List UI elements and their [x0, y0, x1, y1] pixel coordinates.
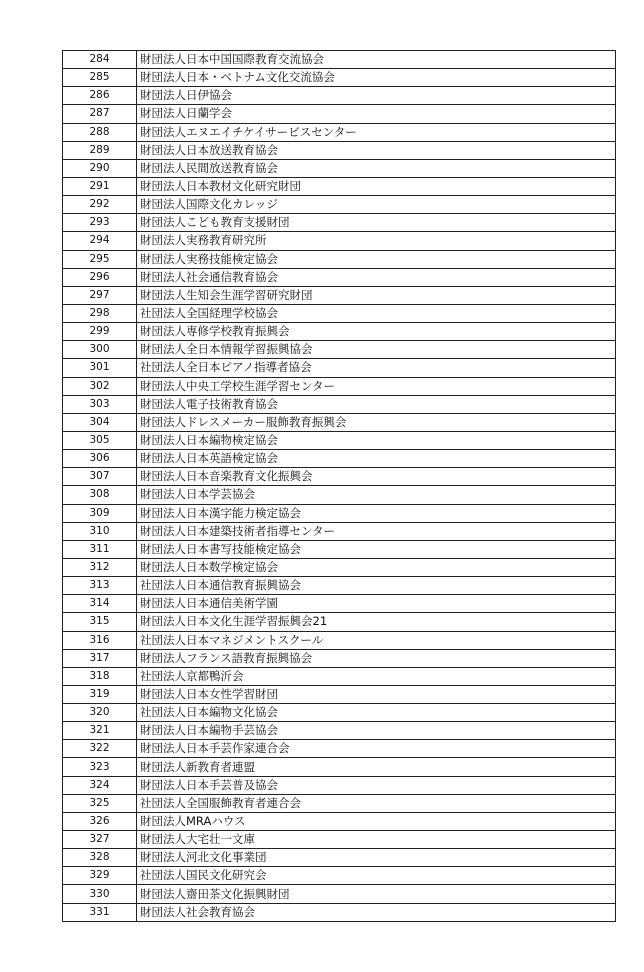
organization-name-cell: 社団法人日本通信教育振興協会: [137, 577, 616, 595]
row-number-cell: 299: [63, 323, 137, 341]
row-number-cell: 312: [63, 558, 137, 576]
table-row: [63, 196, 616, 214]
organization-name-cell: 財団法人日本学芸協会: [137, 486, 616, 504]
table-row: [63, 885, 616, 903]
row-number-cell: 303: [63, 395, 137, 413]
organization-name-cell: 財団法人日本放送教育協会: [137, 141, 616, 159]
row-number-cell: 296: [63, 268, 137, 286]
table-row: [63, 250, 616, 268]
organization-name-cell: 財団法人日伊協会: [137, 87, 616, 105]
row-number-cell: 317: [63, 649, 137, 667]
table-row: [63, 359, 616, 377]
organization-name-cell: 財団法人日本書写技能検定協会: [137, 540, 616, 558]
table-row: [63, 377, 616, 395]
row-number-cell: 304: [63, 413, 137, 431]
organization-name-cell: 財団法人実務技能検定協会: [137, 250, 616, 268]
row-number-cell: 330: [63, 885, 137, 903]
organization-table: [62, 50, 616, 922]
organization-name-cell: 財団法人日蘭学会: [137, 105, 616, 123]
table-row: [63, 595, 616, 613]
row-number-cell: 289: [63, 141, 137, 159]
organization-name-cell: 財団法人中央工学校生涯学習センター: [137, 377, 616, 395]
organization-name-cell: 財団法人日本編物手芸協会: [137, 722, 616, 740]
organization-name-cell: 財団法人日本漢字能力検定協会: [137, 504, 616, 522]
row-number-cell: 306: [63, 450, 137, 468]
row-number-cell: 302: [63, 377, 137, 395]
table-row: [63, 522, 616, 540]
table-row: [63, 649, 616, 667]
table-row: [63, 486, 616, 504]
organization-name-cell: 財団法人社会教育協会: [137, 903, 616, 921]
table-row: [63, 740, 616, 758]
organization-name-cell: 財団法人フランス語教育振興協会: [137, 649, 616, 667]
row-number-cell: 319: [63, 685, 137, 703]
organization-name-cell: 財団法人エヌエイチケイサービスセンター: [137, 123, 616, 141]
table-row: [63, 577, 616, 595]
organization-name-cell: 財団法人日本数学検定協会: [137, 558, 616, 576]
table-row: [63, 123, 616, 141]
organization-name-cell: 財団法人日本教材文化研究財団: [137, 177, 616, 195]
organization-name-cell: 財団法人新教育者連盟: [137, 758, 616, 776]
organization-name-cell: 社団法人全国経理学校協会: [137, 304, 616, 322]
row-number-cell: 285: [63, 69, 137, 87]
table-row: [63, 232, 616, 250]
table-row: [63, 849, 616, 867]
organization-name-cell: 財団法人社会通信教育協会: [137, 268, 616, 286]
organization-name-cell: 財団法人生知会生涯学習研究財団: [137, 286, 616, 304]
table-row: [63, 159, 616, 177]
organization-name-cell: 財団法人齋田茶文化振興財団: [137, 885, 616, 903]
organization-name-cell: 財団法人日本英語検定協会: [137, 450, 616, 468]
organization-name-cell: 財団法人日本文化生涯学習振興会21: [137, 613, 616, 631]
table-row: [63, 685, 616, 703]
table-row: [63, 613, 616, 631]
organization-name-cell: 財団法人日本編物検定協会: [137, 431, 616, 449]
table-row: [63, 794, 616, 812]
row-number-cell: 329: [63, 867, 137, 885]
row-number-cell: 331: [63, 903, 137, 921]
row-number-cell: 298: [63, 304, 137, 322]
row-number-cell: 308: [63, 486, 137, 504]
organization-name-cell: 財団法人日本手芸作家連合会: [137, 740, 616, 758]
table-row: [63, 395, 616, 413]
row-number-cell: 295: [63, 250, 137, 268]
table-row: [63, 450, 616, 468]
table-row: [63, 558, 616, 576]
table-row: [63, 51, 616, 69]
organization-name-cell: 財団法人大宅壮一文庫: [137, 831, 616, 849]
row-number-cell: 311: [63, 540, 137, 558]
organization-name-cell: 財団法人国際文化カレッジ: [137, 196, 616, 214]
row-number-cell: 320: [63, 704, 137, 722]
organization-name-cell: 財団法人実務教育研究所: [137, 232, 616, 250]
row-number-cell: 326: [63, 812, 137, 830]
organization-name-cell: 財団法人ドレスメーカー服飾教育振興会: [137, 413, 616, 431]
table-row: [63, 105, 616, 123]
table-row: [63, 776, 616, 794]
row-number-cell: 321: [63, 722, 137, 740]
organization-name-cell: 財団法人こども教育支援財団: [137, 214, 616, 232]
table-row: [63, 268, 616, 286]
table-row: [63, 304, 616, 322]
table-row: [63, 87, 616, 105]
organization-name-cell: 財団法人全日本情報学習振興協会: [137, 341, 616, 359]
row-number-cell: 324: [63, 776, 137, 794]
table-row: [63, 631, 616, 649]
organization-name-cell: 財団法人MRAハウス: [137, 812, 616, 830]
row-number-cell: 307: [63, 468, 137, 486]
organization-name-cell: 財団法人日本建築技術者指導センター: [137, 522, 616, 540]
organization-name-cell: 財団法人電子技術教育協会: [137, 395, 616, 413]
row-number-cell: 313: [63, 577, 137, 595]
organization-name-cell: 社団法人国民文化研究会: [137, 867, 616, 885]
organization-name-cell: 財団法人日本手芸普及協会: [137, 776, 616, 794]
organization-name-cell: 財団法人専修学校教育振興会: [137, 323, 616, 341]
row-number-cell: 318: [63, 667, 137, 685]
organization-name-cell: 財団法人日本通信美術学園: [137, 595, 616, 613]
table-row: [63, 141, 616, 159]
row-number-cell: 290: [63, 159, 137, 177]
table-row: [63, 504, 616, 522]
row-number-cell: 328: [63, 849, 137, 867]
table-row: [63, 758, 616, 776]
row-number-cell: 284: [63, 51, 137, 69]
table-row: [63, 812, 616, 830]
row-number-cell: 294: [63, 232, 137, 250]
row-number-cell: 325: [63, 794, 137, 812]
row-number-cell: 292: [63, 196, 137, 214]
table-row: [63, 177, 616, 195]
organization-name-cell: 社団法人全国服飾教育者連合会: [137, 794, 616, 812]
organization-name-cell: 社団法人全日本ピアノ指導者協会: [137, 359, 616, 377]
row-number-cell: 322: [63, 740, 137, 758]
organization-name-cell: 財団法人日本女性学習財団: [137, 685, 616, 703]
row-number-cell: 300: [63, 341, 137, 359]
row-number-cell: 323: [63, 758, 137, 776]
organization-name-cell: 財団法人日本・ベトナム文化交流協会: [137, 69, 616, 87]
table-row: [63, 286, 616, 304]
row-number-cell: 293: [63, 214, 137, 232]
row-number-cell: 309: [63, 504, 137, 522]
organization-name-cell: 社団法人京都鴨沂会: [137, 667, 616, 685]
table-row: [63, 69, 616, 87]
table-row: [63, 323, 616, 341]
row-number-cell: 287: [63, 105, 137, 123]
row-number-cell: 305: [63, 431, 137, 449]
row-number-cell: 288: [63, 123, 137, 141]
organization-name-cell: 社団法人日本マネジメントスクール: [137, 631, 616, 649]
table-row: [63, 468, 616, 486]
row-number-cell: 316: [63, 631, 137, 649]
table-row: [63, 341, 616, 359]
row-number-cell: 327: [63, 831, 137, 849]
table-row: [63, 903, 616, 921]
row-number-cell: 310: [63, 522, 137, 540]
row-number-cell: 314: [63, 595, 137, 613]
organization-name-cell: 財団法人河北文化事業団: [137, 849, 616, 867]
table-row: [63, 704, 616, 722]
table-row: [63, 431, 616, 449]
organization-name-cell: 社団法人日本編物文化協会: [137, 704, 616, 722]
table-body: [63, 51, 616, 922]
organization-name-cell: 財団法人日本中国国際教育交流協会: [137, 51, 616, 69]
row-number-cell: 297: [63, 286, 137, 304]
organization-name-cell: 財団法人日本音楽教育文化振興会: [137, 468, 616, 486]
table-row: [63, 667, 616, 685]
table-row: [63, 831, 616, 849]
row-number-cell: 286: [63, 87, 137, 105]
organization-name-cell: 財団法人民間放送教育協会: [137, 159, 616, 177]
table-row: [63, 722, 616, 740]
table-row: [63, 867, 616, 885]
table-row: [63, 214, 616, 232]
row-number-cell: 291: [63, 177, 137, 195]
row-number-cell: 301: [63, 359, 137, 377]
row-number-cell: 315: [63, 613, 137, 631]
table-row: [63, 413, 616, 431]
table-row: [63, 540, 616, 558]
